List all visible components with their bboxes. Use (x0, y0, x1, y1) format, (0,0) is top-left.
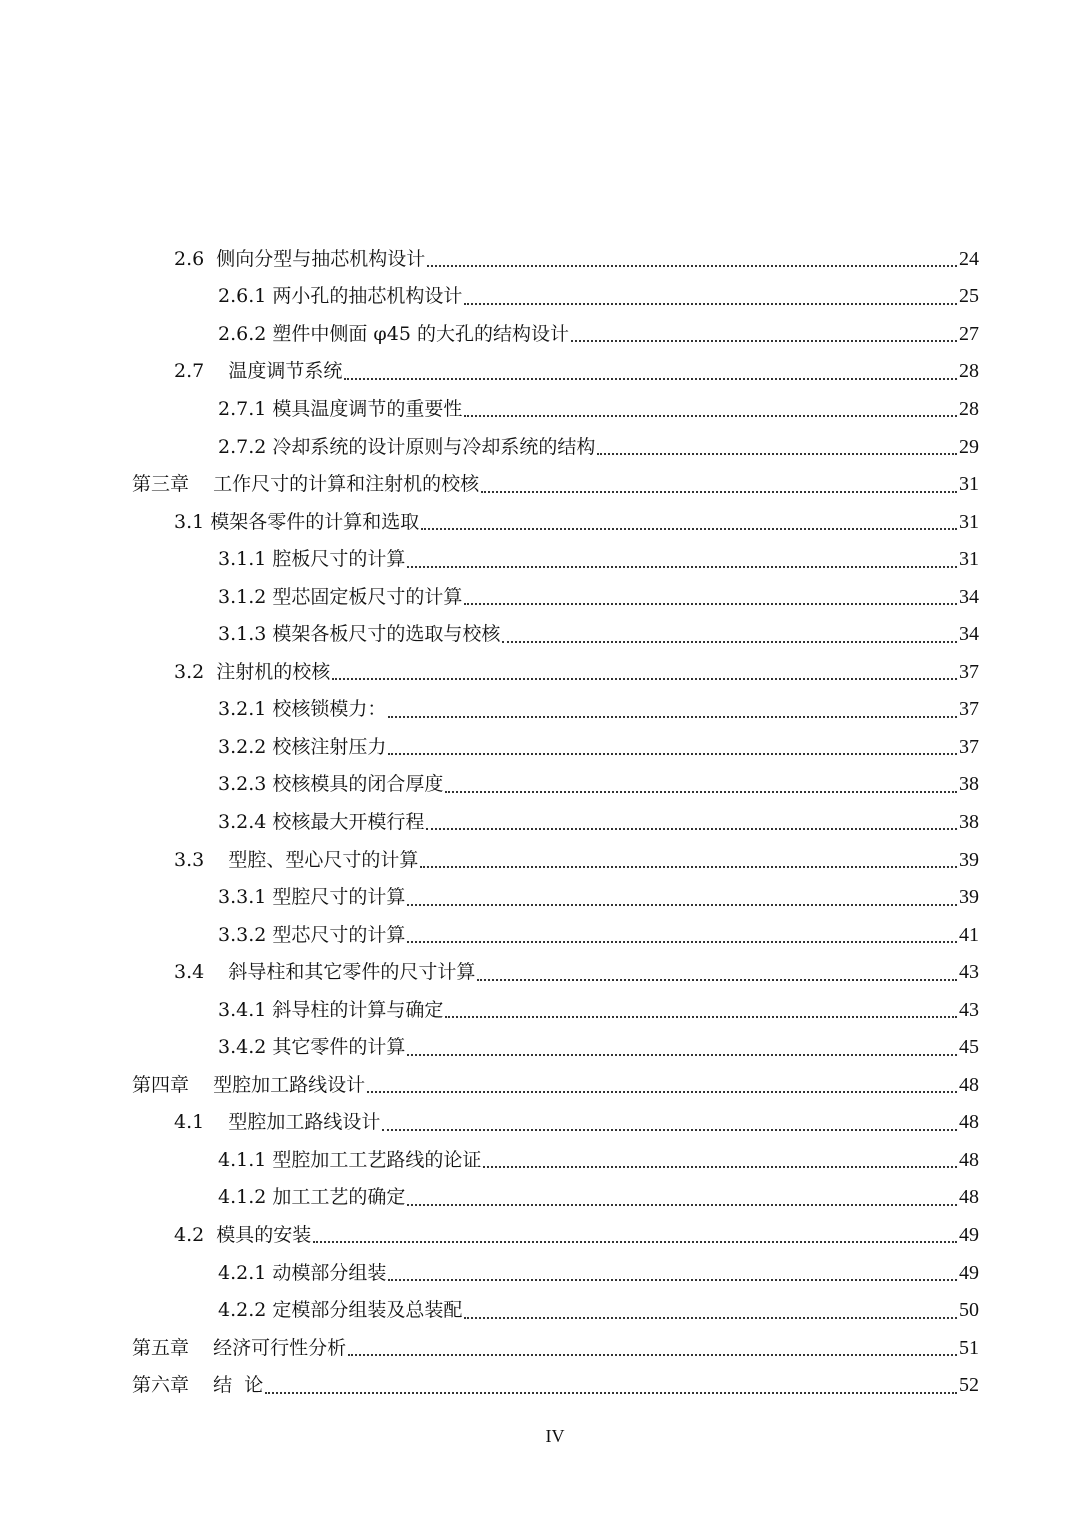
toc-entry[interactable] (0, 1179, 1087, 1217)
toc-entry-title: 4.1 型腔加工路线设计 (174, 1111, 381, 1134)
dot-leader (382, 1128, 957, 1131)
toc-entry[interactable] (0, 803, 1087, 841)
toc-entry-page: 37 (959, 735, 979, 758)
toc-entry[interactable] (0, 315, 1087, 353)
toc-entry[interactable] (0, 653, 1087, 691)
toc-entry[interactable] (0, 728, 1087, 766)
toc-entry-title: 4.2.1 动模部分组装 (218, 1261, 387, 1284)
toc-entry-title: 3.2.4 校核最大开模行程 (218, 810, 425, 833)
toc-entry-page: 49 (959, 1261, 979, 1284)
toc-entry-page: 41 (959, 923, 979, 946)
toc-entry[interactable] (0, 953, 1087, 991)
toc-entry[interactable] (0, 841, 1087, 879)
dot-leader (407, 1203, 957, 1206)
dot-leader (420, 865, 957, 868)
toc-entry[interactable] (0, 240, 1087, 278)
dot-leader (388, 752, 957, 755)
toc-entry[interactable] (0, 691, 1087, 729)
dot-leader (464, 302, 957, 305)
toc-entry-page: 52 (959, 1374, 979, 1397)
toc-entry-title: 2.6 侧向分型与抽芯机构设计 (174, 247, 426, 270)
toc-entry[interactable] (0, 278, 1087, 316)
toc-entry-title: 3.2.3 校核模具的闭合厚度 (218, 773, 444, 796)
toc-entry[interactable] (0, 1366, 1087, 1404)
toc-entry[interactable] (0, 428, 1087, 466)
dot-leader (348, 1353, 957, 1356)
page-number: IV (545, 1426, 565, 1446)
toc-entry-page: 45 (959, 1036, 979, 1059)
toc-entry-title: 3.4.2 其它零件的计算 (218, 1036, 406, 1059)
dot-leader (464, 414, 957, 417)
toc-entry[interactable] (0, 1291, 1087, 1329)
dot-leader (388, 1278, 957, 1281)
dot-leader (426, 827, 957, 830)
toc-entry-page: 51 (959, 1336, 979, 1359)
toc-entry-title: 3.1.3 模架各板尺寸的选取与校核 (218, 623, 501, 646)
toc-entry-title: 第六章 结 论 (132, 1374, 264, 1397)
toc-entry[interactable] (0, 878, 1087, 916)
toc-entry-page: 38 (959, 810, 979, 833)
toc-entry[interactable] (0, 1104, 1087, 1142)
toc-entry-page: 43 (959, 961, 979, 984)
toc-entry-title: 3.1.2 型芯固定板尺寸的计算 (218, 585, 463, 608)
toc-entry[interactable] (0, 916, 1087, 954)
dot-leader (313, 1240, 957, 1243)
toc-entry-page: 50 (959, 1299, 979, 1322)
toc-entry-title: 第五章 经济可行性分析 (132, 1336, 347, 1359)
table-of-contents (0, 240, 1087, 1404)
toc-entry-title: 3.4.1 斜导柱的计算与确定 (218, 998, 444, 1021)
toc-entry-page: 28 (959, 397, 979, 420)
toc-entry-title: 2.6.1 两小孔的抽芯机构设计 (218, 285, 463, 308)
dot-leader (464, 602, 957, 605)
toc-entry-title: 3.1.1 腔板尺寸的计算 (218, 548, 406, 571)
toc-entry-page: 39 (959, 848, 979, 871)
toc-entry-title: 2.7.1 模具温度调节的重要性 (218, 397, 463, 420)
toc-entry-title: 2.7.2 冷却系统的设计原则与冷却系统的结构 (218, 435, 596, 458)
toc-entry-page: 25 (959, 285, 979, 308)
toc-entry-page: 24 (959, 247, 979, 270)
dot-leader (502, 640, 957, 643)
toc-entry-title: 3.4 斜导柱和其它零件的尺寸计算 (174, 961, 476, 984)
toc-entry-title: 4.2 模具的安装 (174, 1223, 312, 1246)
toc-entry-title: 4.1.1 型腔加工工艺路线的论证 (218, 1148, 482, 1171)
toc-entry-title: 3.3 型腔、型心尺寸的计算 (174, 848, 419, 871)
dot-leader (445, 790, 957, 793)
toc-entry[interactable] (0, 1066, 1087, 1104)
toc-entry-page: 31 (959, 510, 979, 533)
toc-entry[interactable] (0, 1254, 1087, 1292)
dot-leader (464, 1316, 957, 1319)
toc-entry-title: 3.3.2 型芯尺寸的计算 (218, 923, 406, 946)
toc-entry-page: 38 (959, 773, 979, 796)
dot-leader (332, 677, 957, 680)
toc-entry-title: 第四章 型腔加工路线设计 (132, 1073, 366, 1096)
toc-entry[interactable] (0, 615, 1087, 653)
toc-entry[interactable] (0, 465, 1087, 503)
toc-entry-title: 3.1 模架各零件的计算和选取 (174, 510, 420, 533)
dot-leader (445, 1015, 957, 1018)
dot-leader (421, 527, 957, 530)
dot-leader (344, 377, 957, 380)
toc-entry[interactable] (0, 991, 1087, 1029)
toc-entry-page: 29 (959, 435, 979, 458)
toc-entry[interactable] (0, 1028, 1087, 1066)
toc-entry-page: 48 (959, 1186, 979, 1209)
dot-leader (407, 1053, 957, 1056)
toc-entry-page: 28 (959, 360, 979, 383)
toc-entry-page: 48 (959, 1073, 979, 1096)
toc-entry-page: 34 (959, 585, 979, 608)
toc-entry-page: 31 (959, 548, 979, 571)
toc-entry-page: 39 (959, 886, 979, 909)
dot-leader (407, 903, 957, 906)
toc-entry-page: 48 (959, 1111, 979, 1134)
toc-entry-title: 3.3.1 型腔尺寸的计算 (218, 886, 406, 909)
dot-leader (265, 1391, 957, 1394)
toc-entry-page: 43 (959, 998, 979, 1021)
dot-leader (483, 1165, 957, 1168)
toc-entry-title: 第三章 工作尺寸的计算和注射机的校核 (132, 473, 480, 496)
toc-entry-title: 2.7 温度调节系统 (174, 360, 343, 383)
toc-entry-page: 27 (959, 322, 979, 345)
toc-entry-page: 34 (959, 623, 979, 646)
toc-entry-page: 37 (959, 698, 979, 721)
toc-entry[interactable] (0, 390, 1087, 428)
toc-entry[interactable] (0, 540, 1087, 578)
dot-leader (597, 452, 957, 455)
toc-entry-page: 49 (959, 1223, 979, 1246)
dot-leader (388, 715, 957, 718)
dot-leader (477, 978, 957, 981)
toc-entry-page: 37 (959, 660, 979, 683)
toc-entry-title: 4.2.2 定模部分组装及总装配 (218, 1299, 463, 1322)
toc-entry-title: 4.1.2 加工工艺的确定 (218, 1186, 406, 1209)
toc-entry-page: 48 (959, 1148, 979, 1171)
dot-leader (407, 940, 957, 943)
dot-leader (571, 339, 957, 342)
toc-entry[interactable] (0, 578, 1087, 616)
toc-entry[interactable] (0, 766, 1087, 804)
dot-leader (481, 490, 957, 493)
toc-entry[interactable] (0, 1141, 1087, 1179)
toc-entry-page: 31 (959, 473, 979, 496)
toc-entry-title: 3.2 注射机的校核 (174, 660, 331, 683)
dot-leader (367, 1090, 957, 1093)
dot-leader (407, 565, 957, 568)
toc-entry-title: 3.2.2 校核注射压力 (218, 735, 387, 758)
toc-entry[interactable] (0, 1329, 1087, 1367)
dot-leader (427, 264, 957, 267)
toc-entry-title: 2.6.2 塑件中侧面 φ45 的大孔的结构设计 (218, 322, 569, 345)
toc-entry[interactable] (0, 503, 1087, 541)
toc-entry[interactable] (0, 353, 1087, 391)
toc-entry-title: 3.2.1 校核锁模力： (218, 698, 387, 721)
toc-entry[interactable] (0, 1216, 1087, 1254)
